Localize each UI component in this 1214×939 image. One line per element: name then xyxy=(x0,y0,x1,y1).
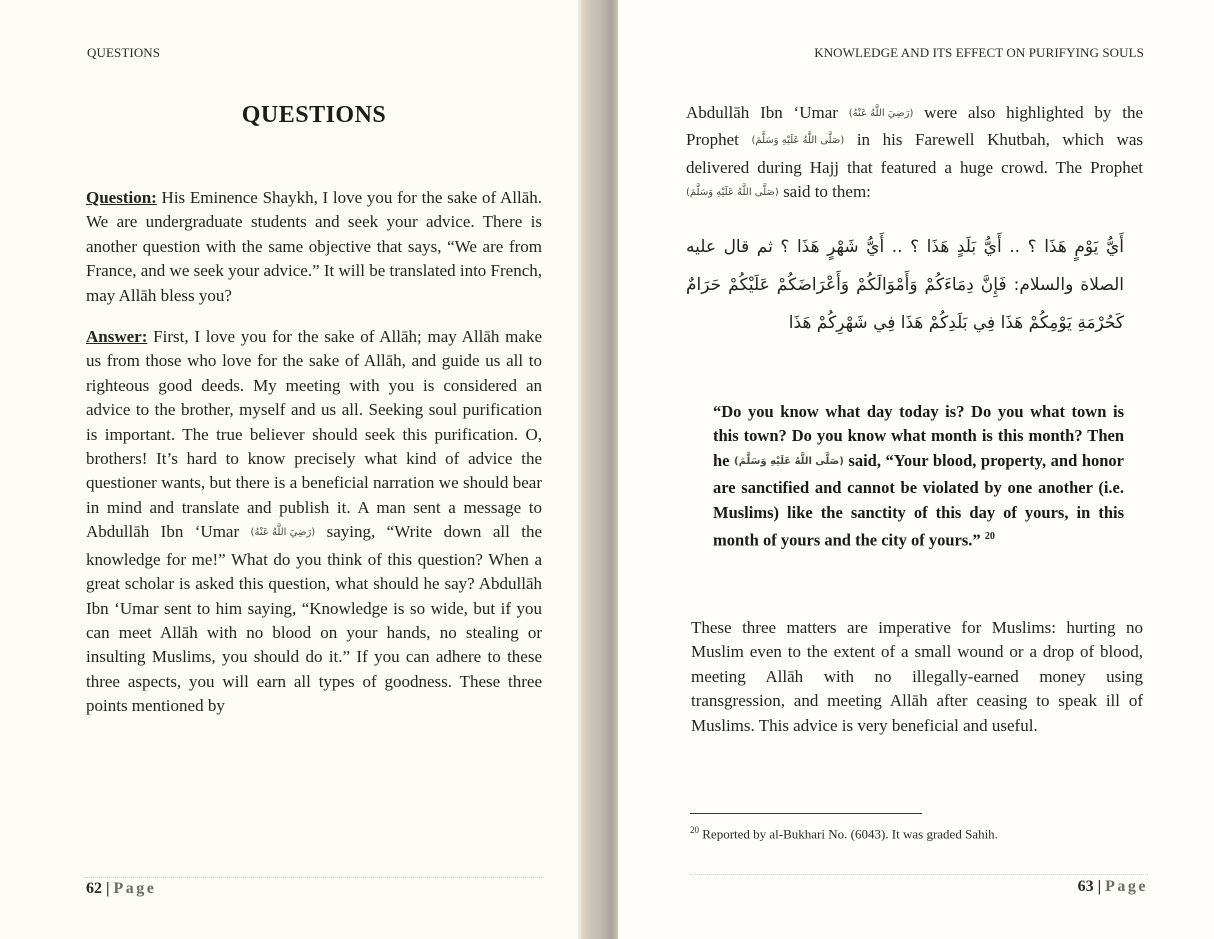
page-word: Page xyxy=(1105,878,1148,895)
question-text: His Eminence Shaykh, I love you for the sake of Allāh. We are undergraduate students and seek your advice. There is another question with the same objective that says, “We are from France, and we seek your advice.” It will be translated into French, may Allāh bless you? xyxy=(86,188,543,305)
book-spine xyxy=(578,0,620,939)
footer-rule xyxy=(84,877,544,878)
intro-text: were also highlighted by the Prophet xyxy=(686,103,1143,150)
hadith-translation xyxy=(713,400,1124,553)
intro-text: said to them: xyxy=(778,182,871,202)
footnote-reference[interactable]: 20 xyxy=(984,531,995,543)
page-number-value: 63 xyxy=(1077,878,1094,895)
honorific-glyph: (صَلَّى اللَّهُ عَلَيْهِ وَسَلَّمَ) xyxy=(734,455,844,467)
footnote-number: 20 xyxy=(690,825,699,835)
footnote xyxy=(690,825,998,842)
left-page xyxy=(0,0,580,939)
quote-text: “Do you know what day today is? Do you what town is this town? Do you know what month is this month? Then he xyxy=(713,402,1124,470)
honorific-glyph: (رَضِيَ اللَّهُ عَنْهُ) xyxy=(250,527,316,539)
page-number xyxy=(1078,878,1148,896)
conclusion-text: These three matters are imperative for Muslims: hurting no Muslim even to the extent of a small wound or a drop of blood, meeting Allāh with no illegally-earned money using transgression, and meeting Allāh after ceasing to speak ill of Muslims. This advice is very beneficial and useful. xyxy=(691,618,1143,735)
intro-text: Abdullāh Ibn ‘Umar xyxy=(686,103,849,122)
answer-label: Answer: xyxy=(86,327,148,347)
running-head: QUESTIONS xyxy=(87,45,161,60)
page-separator: | xyxy=(106,880,110,897)
arabic-hadith-text: أَيُّ يَوْمٍ هَذَا ؟ .. أَيُّ بَلَدٍ هَذَا ؟ .. أَيُّ شَهْرٍ هَذَا ؟ ثم قال عليه الصلاة والسلام: فَإِنَّ دِمَاءَكُمْ وَأَمْوَالَكُمْ وَأَعْرَاضَكُمْ عَلَيْكُمْ حَرَامٌ كَحُرْمَةِ يَوْمِكُمْ هَذَا فِي بَلَدِكُمْ هَذَا فِي شَهْرِكُمْ هَذَا xyxy=(686,237,1124,333)
conclusion-paragraph xyxy=(691,616,1143,738)
page-word: Page xyxy=(113,880,157,897)
chapter-title: QUESTIONS xyxy=(241,102,387,128)
question-paragraph xyxy=(86,186,542,308)
question-label: Question: xyxy=(86,188,157,207)
honorific-glyph: (صَلَّى اللَّهُ عَلَيْهِ وَسَلَّمَ) xyxy=(751,135,845,147)
page-number-value: 62 xyxy=(86,880,102,897)
intro-paragraph xyxy=(686,101,1143,208)
left-body-text xyxy=(86,186,542,719)
answer-paragraph xyxy=(86,325,542,719)
footer-rule xyxy=(690,874,1148,875)
page-number xyxy=(86,880,156,898)
page-separator: | xyxy=(1097,878,1102,895)
honorific-glyph: (صَلَّى اللَّهُ عَلَيْهِ وَسَلَّمَ) xyxy=(686,187,779,199)
footnote-text: Reported by al-Bukhari No. (6043). It was graded Sahih. xyxy=(699,826,998,842)
answer-text-continued: saying, “Write down all the knowledge for me!” What do you think of this question? When a great scholar is asked this question, what should he say? Abdullāh Ibn ‘Umar sent to him saying, “Knowledge is so wide, but if you can meet Allāh with no blood on your hands, no stealing or insulting Muslims, you should do it.” If you can adhere to these three aspects, you will earn all types of goodness. These three points mentioned by xyxy=(86,522,542,716)
answer-text: First, I love you for the sake of Allāh; may Allāh make us from those who love for the sake of Allāh, and guide us all to righteous good deeds. My meeting with you is considered an advice to the brother, myself and us all. Seeking soul purification is important. The true believer should seek this purification. O, brothers! It’s hard to know precisely what kind of advice the questioner wants, but there is a beneficial narration we should bear in mind and translate and publish it. A man sent a message to Abdullāh Ibn ‘Umar xyxy=(86,327,542,542)
running-head: KNOWLEDGE AND ITS EFFECT ON PURIFYING SOULS xyxy=(814,45,1144,60)
quote-text-continued: said, “Your blood, property, and honor are sanctified and cannot be violated by one another (i.e. Muslims) like the sanctity of this day of yours, in this month of yours and the city of yours.” xyxy=(713,450,1124,550)
footnote-divider xyxy=(690,813,922,814)
honorific-glyph: (رَضِيَ اللَّهُ عَنْهُ) xyxy=(848,108,914,119)
intro-text: in his Farewell Khutbah, which was delivered during Hajj that featured a huge crowd. The Prophet xyxy=(686,130,1143,177)
